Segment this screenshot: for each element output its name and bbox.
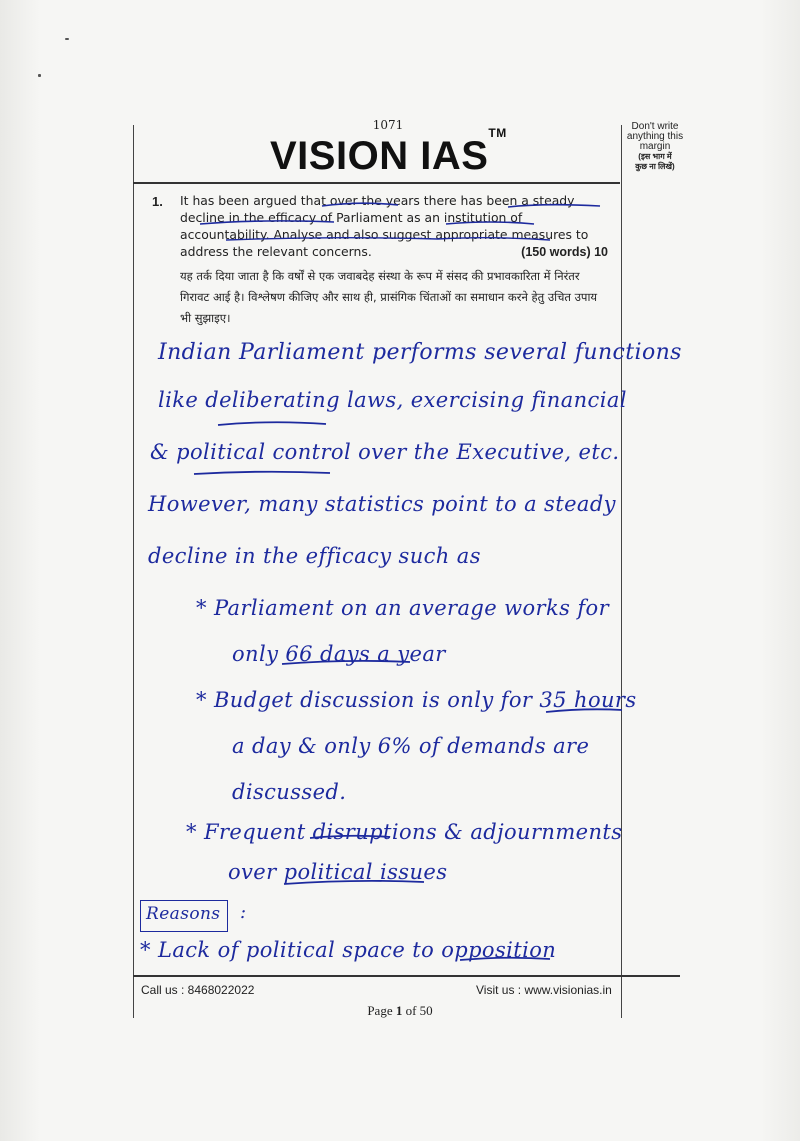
answer-line: over political issues bbox=[228, 860, 448, 884]
answer-line: only 66 days a year bbox=[232, 642, 446, 666]
answer-line: a day & only 6% of demands are bbox=[232, 734, 590, 758]
reasons-colon: : bbox=[240, 902, 247, 923]
answer-line: & political control over the Executive, etc. bbox=[150, 440, 620, 464]
reasons-label: Reasons bbox=[146, 904, 221, 924]
margin-note: Don't write anything this margin (इस भाग में कुछ ना लिखें) bbox=[626, 121, 684, 171]
answer-line: decline in the efficacy such as bbox=[148, 544, 481, 568]
question-marks: (150 words) 10 bbox=[521, 245, 608, 259]
answer-line: * Frequent disruptions & adjournments bbox=[186, 820, 623, 844]
answer-line: Indian Parliament performs several functions bbox=[158, 340, 682, 365]
footer-phone: Call us : 8468022022 bbox=[141, 983, 255, 997]
footer-website: Visit us : www.visionias.in bbox=[476, 983, 612, 997]
question-text: It has been argued that over the years there has been a steady decline in the efficacy of Parliament as an institution of accountability. Analyse and also suggest appropriate measures to address the relevant concerns. bbox=[180, 193, 589, 259]
page-number: Page 1 of 50 bbox=[367, 1003, 433, 1018]
booklet-code: 1071 bbox=[372, 118, 404, 132]
answer-line: like deliberating laws, exercising financial bbox=[158, 388, 627, 412]
question-hindi: यह तर्क दिया जाता है कि वर्षों से एक जवाबदेह संस्था के रूप में संसद की प्रभावकारिता में निरंतर गिरावट आई है। विश्लेषण कीजिए और साथ ही, प्रासंगिक चिंताओं का समाधान करने हेतु उचित उपाय भी सुझाइए। bbox=[180, 269, 598, 325]
answer-line: * Budget discussion is only for 35 hours bbox=[196, 688, 637, 712]
answer-line: * Parliament on an average works for bbox=[196, 596, 610, 620]
reason-line: * Lack of political space to opposition bbox=[140, 938, 557, 962]
answer-line: discussed. bbox=[232, 780, 347, 804]
answer-line: However, many statistics point to a steady bbox=[148, 492, 616, 516]
brand-logo: VISION IAS™ bbox=[270, 125, 507, 178]
question-number: 1. bbox=[152, 194, 163, 209]
